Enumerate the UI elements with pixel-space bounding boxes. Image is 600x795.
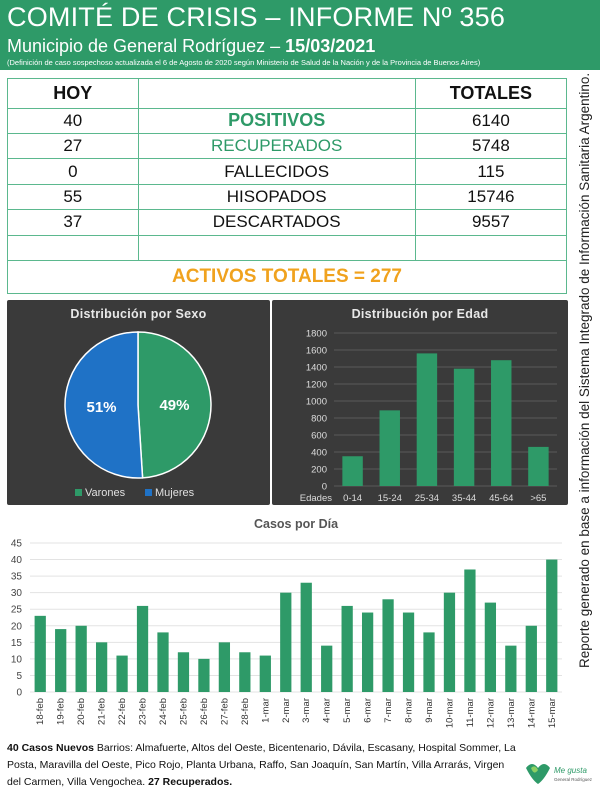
col-label — [138, 79, 415, 109]
y-tick-label: 5 — [16, 670, 22, 682]
y-tick-label: 35 — [10, 571, 22, 583]
y-tick-label: 1600 — [305, 345, 327, 357]
hoy-value: 27 — [8, 134, 139, 159]
x-tick-label: 25-feb — [178, 698, 190, 725]
x-tick-label: 0-14 — [343, 493, 363, 504]
col-hoy: HOY — [8, 79, 139, 109]
bar — [528, 447, 548, 486]
y-tick-label: 25 — [10, 604, 22, 616]
bar — [35, 616, 46, 692]
bar — [219, 642, 230, 692]
me-gusta-logo — [522, 758, 592, 788]
barrios-list: Barrios: Almafuerte, Altos del Oeste, Bicentenario, Dávila, Escasany, Hospital Sommer, La Posta, Maravilla del Oeste, Pico Rojo, Planta Urbana, Raffo, San Joaquín, San Martín, Villa Arrarás, Virgen del Carmen, Villa Vengochea. — [7, 742, 516, 788]
x-axis-label: Edades — [299, 493, 332, 504]
activos-totales: ACTIVOS TOTALES = 277 — [8, 261, 567, 294]
sexo-chart-panel — [7, 300, 270, 505]
bar — [301, 583, 312, 692]
x-tick-label: 6-mar — [362, 698, 374, 723]
bar — [239, 652, 250, 692]
total-value: 9557 — [415, 210, 566, 235]
bar — [55, 629, 66, 692]
x-tick-label: 26-feb — [198, 698, 210, 725]
x-tick-label: 7-mar — [383, 698, 395, 723]
sexo-pie-chart — [7, 300, 270, 505]
y-tick-label: 1000 — [305, 396, 327, 408]
x-tick-label: 1-mar — [260, 698, 272, 723]
bar — [417, 353, 437, 486]
bar — [546, 560, 557, 692]
x-tick-label: 28-feb — [239, 698, 251, 725]
y-tick-label: 15 — [10, 637, 22, 649]
dia-chart-title: Casos por Día — [253, 517, 339, 531]
stats-row-descartados — [8, 210, 567, 235]
x-tick-label: 25-34 — [414, 493, 440, 504]
y-tick-label: 0 — [16, 687, 22, 699]
y-tick-label: 10 — [10, 654, 22, 666]
y-tick-label: 0 — [321, 481, 327, 493]
hoy-value: 40 — [8, 108, 139, 133]
slice-label: 51% — [86, 399, 117, 417]
x-tick-label: 8-mar — [403, 698, 415, 723]
bar — [198, 659, 209, 692]
x-tick-label: 15-mar — [546, 698, 558, 729]
empty-cell — [138, 235, 415, 260]
bar — [342, 456, 362, 486]
y-tick-label: 800 — [311, 413, 327, 425]
nuevos-label: 40 Casos Nuevos — [7, 742, 94, 754]
bar — [485, 603, 496, 692]
hoy-value: 0 — [8, 159, 139, 184]
bar — [280, 593, 291, 692]
total-value: 6140 — [415, 108, 566, 133]
stats-header-row — [8, 79, 567, 109]
x-tick-label: 10-mar — [444, 698, 456, 729]
stats-row-recuperados — [8, 134, 567, 159]
bar — [454, 369, 474, 486]
bar — [423, 632, 434, 692]
row-label: DESCARTADOS — [138, 210, 415, 235]
x-tick-label: >65 — [530, 493, 547, 504]
sexo-chart-title: Distribución por Sexo — [70, 307, 207, 321]
y-tick-label: 45 — [10, 538, 22, 550]
x-tick-label: 20-feb — [76, 698, 88, 725]
x-tick-label: 21-feb — [96, 698, 108, 725]
x-tick-label: 27-feb — [219, 698, 231, 725]
logo-text: Me gusta — [554, 766, 587, 775]
bar — [464, 569, 475, 692]
bar — [505, 646, 516, 692]
x-tick-label: 23-feb — [137, 698, 149, 725]
casos-por-dia-chart — [0, 510, 568, 740]
bar — [157, 632, 168, 692]
row-label: RECUPERADOS — [138, 134, 415, 159]
x-tick-label: 19-feb — [55, 698, 67, 725]
bar — [380, 410, 400, 486]
x-tick-label: 24-feb — [158, 698, 169, 725]
source-note: Reporte generado en base a información del Sistema Integrado de Información Sanitaria Argentino. — [577, 72, 592, 668]
bar — [382, 599, 393, 692]
x-tick-label: 14-mar — [526, 698, 538, 729]
y-tick-label: 30 — [10, 588, 22, 600]
report-date: 15/03/2021 — [285, 36, 376, 56]
x-tick-label: 2-mar — [280, 698, 292, 723]
stats-row-empty — [8, 235, 567, 260]
stats-row-activos — [8, 261, 567, 294]
bar — [526, 626, 537, 692]
y-tick-label: 600 — [311, 430, 327, 442]
row-label: HISOPADOS — [138, 184, 415, 209]
bar — [444, 593, 455, 692]
bar — [491, 360, 511, 486]
y-tick-label: 200 — [311, 464, 327, 476]
definition-note: (Definición de caso sospechoso actualizada el 6 de Agosto de 2020 según Ministerio de Salud de la Nación y de la Provincia de Buenos Aires) — [7, 58, 481, 67]
x-tick-label: 12-mar — [485, 698, 497, 729]
bar — [362, 613, 373, 692]
edad-chart-panel — [272, 300, 568, 505]
bar — [116, 656, 127, 692]
municipio-label: Municipio de General Rodríguez – — [7, 36, 281, 56]
heart-icon — [526, 764, 550, 784]
x-tick-label: 45-64 — [489, 493, 514, 504]
bar — [96, 642, 107, 692]
report-subtitle — [7, 36, 375, 57]
x-tick-label: 15-24 — [377, 493, 402, 504]
y-tick-label: 1800 — [305, 328, 327, 340]
report-header — [0, 0, 600, 70]
empty-cell — [8, 235, 139, 260]
y-tick-label: 40 — [10, 555, 22, 567]
total-value: 5748 — [415, 134, 566, 159]
empty-cell — [415, 235, 566, 260]
edad-chart-title: Distribución por Edad — [351, 307, 489, 321]
total-value: 15746 — [415, 184, 566, 209]
x-tick-label: 18-feb — [35, 698, 47, 725]
footer-summary — [7, 740, 517, 791]
x-tick-label: 13-mar — [505, 698, 517, 729]
x-tick-label: 3-mar — [301, 698, 313, 723]
bar — [342, 606, 353, 692]
bar — [178, 652, 189, 692]
stats-row-positivos — [8, 108, 567, 133]
x-tick-label: 35-44 — [451, 493, 477, 504]
logo-subtext: General Rodríguez — [554, 777, 592, 782]
bar — [321, 646, 332, 692]
col-totales: TOTALES — [415, 79, 566, 109]
legend-entry: Varones — [85, 487, 126, 499]
report-title: COMITÉ DE CRISIS – INFORME Nº 356 — [7, 2, 506, 32]
bar — [260, 656, 271, 692]
slice-label: 49% — [159, 396, 190, 414]
row-label: FALLECIDOS — [138, 159, 415, 184]
x-tick-label: 4-mar — [321, 698, 333, 723]
stats-row-hisopados — [8, 184, 567, 209]
recuperados-label: 27 Recuperados. — [148, 776, 233, 788]
x-tick-label: 11-mar — [464, 698, 476, 728]
x-tick-label: 22-feb — [117, 698, 129, 725]
legend-swatch — [145, 489, 152, 496]
x-tick-label: 9-mar — [424, 698, 435, 723]
edad-bar-chart — [272, 300, 568, 505]
row-label: POSITIVOS — [138, 108, 415, 133]
bar — [137, 606, 148, 692]
legend-entry: Mujeres — [155, 487, 195, 499]
total-value: 115 — [415, 159, 566, 184]
stats-table — [7, 78, 567, 294]
hoy-value: 55 — [8, 184, 139, 209]
y-tick-label: 20 — [10, 621, 22, 633]
y-tick-label: 1200 — [305, 379, 327, 391]
hoy-value: 37 — [8, 210, 139, 235]
y-tick-label: 400 — [311, 447, 327, 459]
legend-swatch — [75, 489, 82, 496]
stats-row-fallecidos — [8, 159, 567, 184]
bar — [76, 626, 87, 692]
y-tick-label: 1400 — [305, 362, 327, 374]
x-tick-label: 5-mar — [342, 698, 354, 723]
bar — [403, 613, 414, 692]
